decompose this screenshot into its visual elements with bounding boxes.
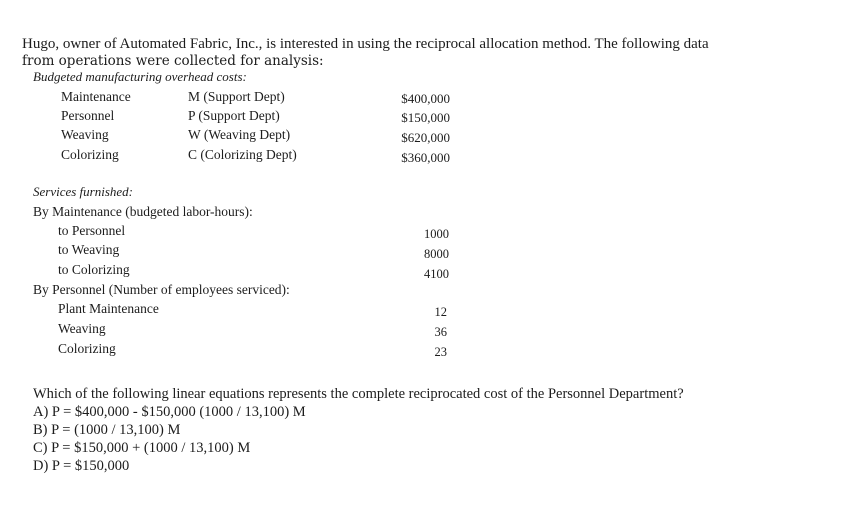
overhead-dept: Colorizing	[61, 147, 119, 162]
service-value: 8000	[424, 247, 449, 261]
answer-option-a: A) P = $400,000 - $150,000 (1000 / 13,100) M	[33, 404, 306, 420]
answer-option-d: D) P = $150,000	[33, 458, 130, 474]
overhead-dept: Maintenance	[61, 89, 131, 104]
overhead-dept: Weaving	[61, 127, 109, 142]
service-target: Plant Maintenance	[58, 301, 159, 316]
service-value: 12	[434, 305, 447, 319]
service-target: to Colorizing	[58, 262, 130, 277]
intro-line-2: from operations were collected for analysis:	[22, 53, 324, 69]
services-heading: Services furnished:	[33, 184, 134, 199]
maintenance-label: By Maintenance (budgeted labor-hours):	[33, 204, 253, 219]
overhead-amount: $360,000	[401, 150, 450, 165]
overhead-code: C (Colorizing Dept)	[188, 147, 297, 162]
overhead-code: P (Support Dept)	[188, 108, 280, 123]
service-target: to Weaving	[58, 242, 120, 257]
overhead-amount: $150,000	[401, 110, 450, 125]
service-target: Weaving	[58, 321, 106, 336]
answer-option-c: C) P = $150,000 + (1000 / 13,100) M	[33, 440, 251, 456]
overhead-dept: Personnel	[61, 108, 115, 123]
personnel-label: By Personnel (Number of employees serviced):	[33, 282, 290, 297]
overhead-amount: $400,000	[401, 91, 450, 106]
service-value: 23	[434, 345, 447, 359]
overhead-code: M (Support Dept)	[188, 89, 285, 104]
service-value: 36	[434, 325, 447, 339]
intro-line-1: Hugo, owner of Automated Fabric, Inc., is interested in using the reciprocal allocation method. The following data	[22, 36, 709, 52]
answer-option-b: B) P = (1000 / 13,100) M	[33, 422, 181, 438]
overhead-code: W (Weaving Dept)	[188, 127, 291, 142]
service-value: 1000	[424, 227, 449, 241]
overhead-amount: $620,000	[401, 130, 450, 145]
service-value: 4100	[424, 267, 449, 281]
overhead-heading: Budgeted manufacturing overhead costs:	[33, 69, 247, 84]
question-text: Which of the following linear equations represents the complete reciprocated cost of the Personnel Department?	[33, 386, 684, 402]
service-target: to Personnel	[58, 223, 126, 238]
service-target: Colorizing	[58, 341, 116, 356]
